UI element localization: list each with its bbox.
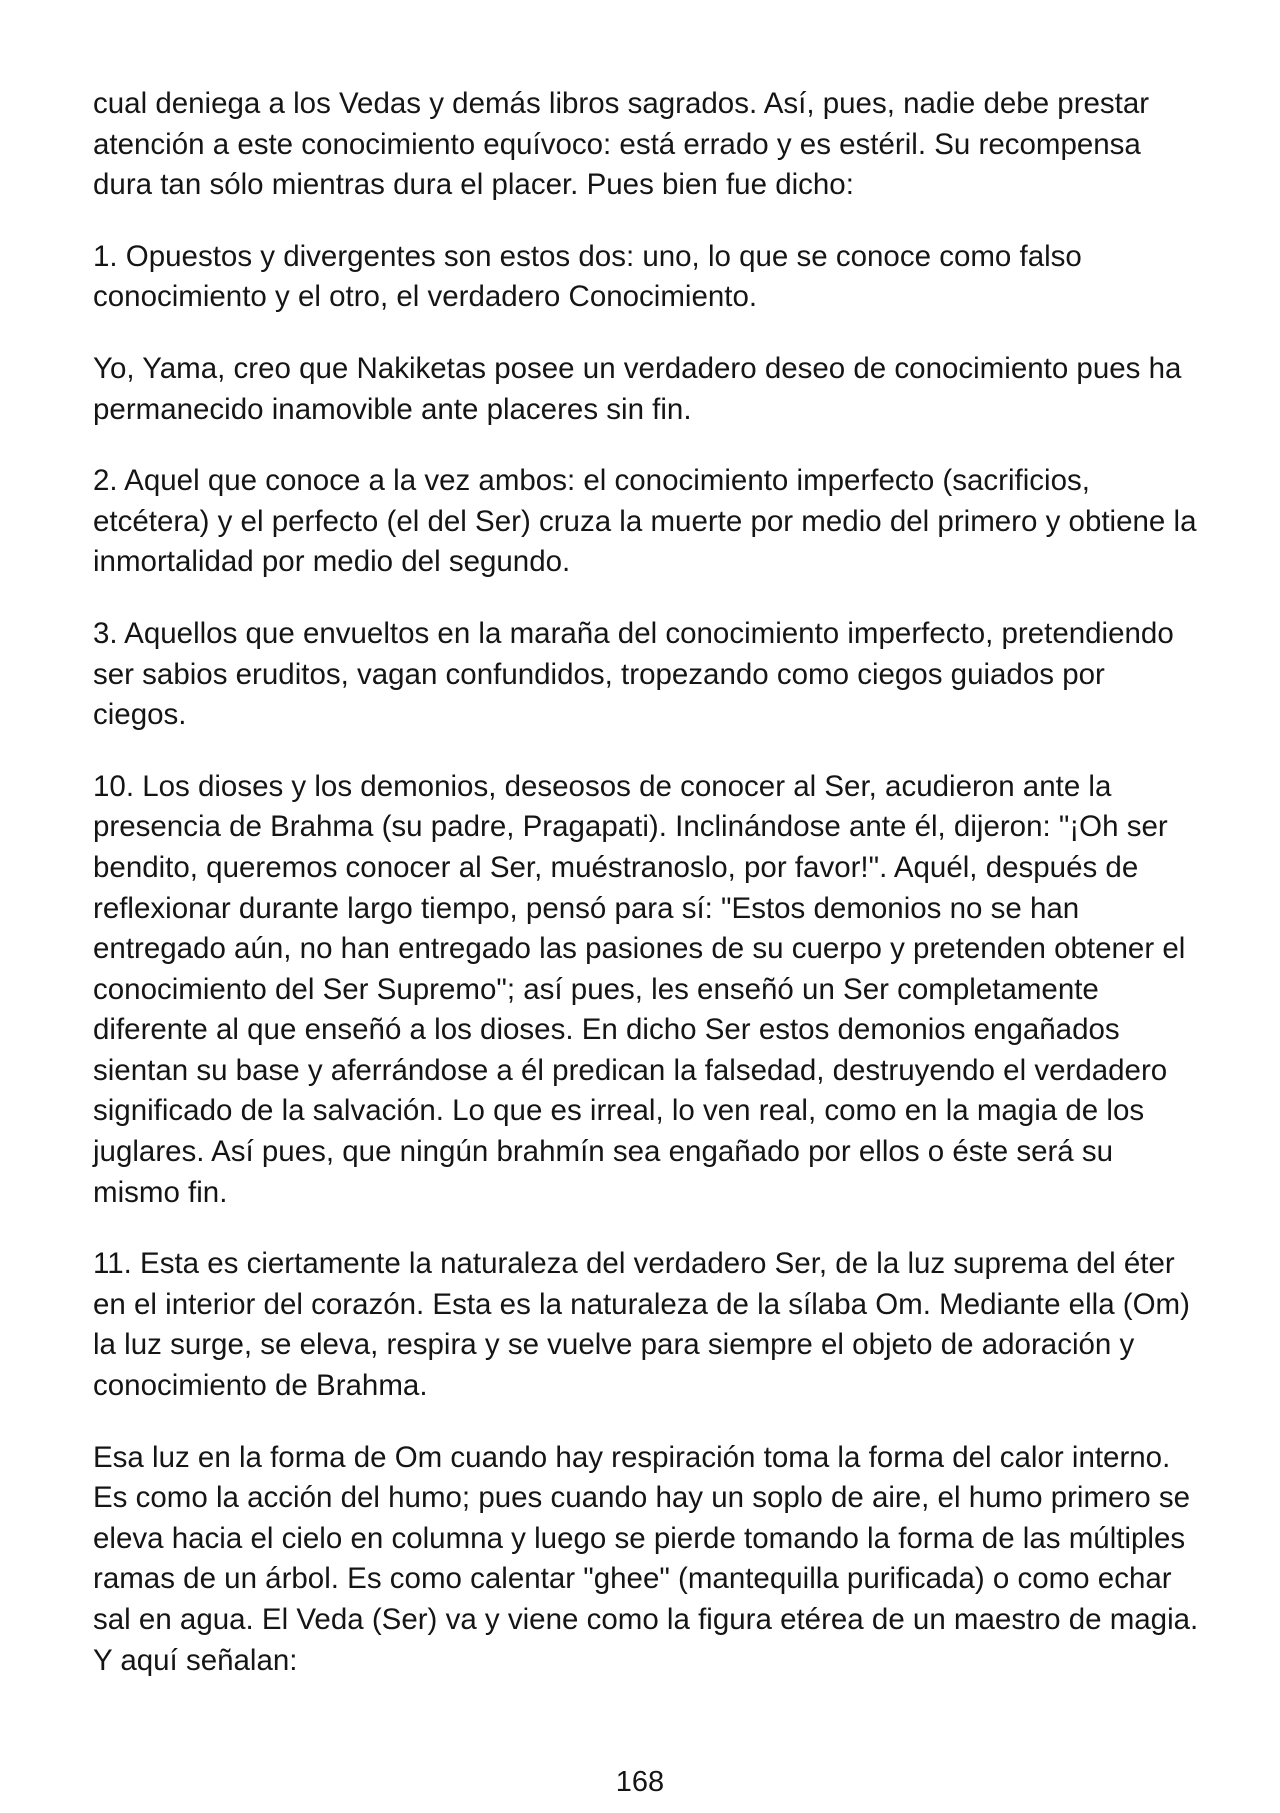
paragraph-verse-1: 1. Opuestos y divergentes son estos dos: uno, lo que se conoce como falso conocimiento y el otro, el verdadero Conocimiento. xyxy=(93,239,1082,314)
body-text xyxy=(93,84,1203,1712)
paragraph-verse-11: 11. Esta es ciertamente la naturaleza del verdadero Ser, de la luz suprema del éter en el interior del corazón. Esta es la naturaleza de la sílaba Om. Mediante ella (Om) la luz surge, se eleva, respira y se vuelve para siempre el objeto de adoración y conocimiento de Brahma. xyxy=(93,1247,1190,1403)
paragraph-verse-3: 3. Aquellos que envueltos en la maraña del conocimiento imperfecto, pretendiendo ser sabios eruditos, vagan confundidos, tropezando como ciegos guiados por ciegos. xyxy=(93,616,1174,732)
paragraph-continuation: cual deniega a los Vedas y demás libros sagrados. Así, pues, nadie debe prestar atención a este conocimiento equívoco: está errado y es estéril. Su recompensa dura tan sólo mientras dura el placer. Pues bien fue dicho: xyxy=(93,87,1150,202)
paragraph-verse-10: 10. Los dioses y los demonios, deseosos de conocer al Ser, acudieron ante la presencia de Brahma (su padre, Pragapati). Inclinándose ante él, dijeron: "¡Oh ser bendito, queremos conocer al Ser, muéstranoslo, por favor!". Aquél, después de reflexionar durante largo tiempo, pensó para sí: "Estos demonios no se han entregado aún, no han entregado las pasiones de su cuerpo y pretenden obtener el conocimiento del Ser Supremo"; así pues, les enseñó un Ser completamente diferente al que enseñó a los dioses. En dicho Ser estos demonios engañados sientan su base y aferrándose a él predican la falsedad, destruyendo el verdadero significado de la salvación. Lo que es irreal, lo ven real, como en la magia de los juglares. Así pues, que ningún brahmín sea engañado por ellos o éste será su mismo fin. xyxy=(93,769,1186,1209)
page-number: 168 xyxy=(615,1766,665,1798)
paragraph-om-light: Esa luz en la forma de Om cuando hay respiración toma la forma del calor interno. Es como la acción del humo; pues cuando hay un soplo de aire, el humo primero se eleva hacia el cielo en columna y luego se pierde tomando la forma de las múltiples ramas de un árbol. Es como calentar "ghee" (mantequilla purificada) o como echar sal en agua. El Veda (Ser) va y viene como la figura etérea de un maestro de magia. Y aquí señalan: xyxy=(93,1440,1199,1677)
paragraph-yama-commentary: Yo, Yama, creo que Nakiketas posee un verdadero deseo de conocimiento pues ha permanecido inamovible ante placeres sin fin. xyxy=(93,351,1182,426)
paragraph-verse-2: 2. Aquel que conoce a la vez ambos: el conocimiento imperfecto (sacrificios, etcétera) y el perfecto (el del Ser) cruza la muerte por medio del primero y obtiene la inmortalidad por medio del segundo. xyxy=(93,464,1197,579)
